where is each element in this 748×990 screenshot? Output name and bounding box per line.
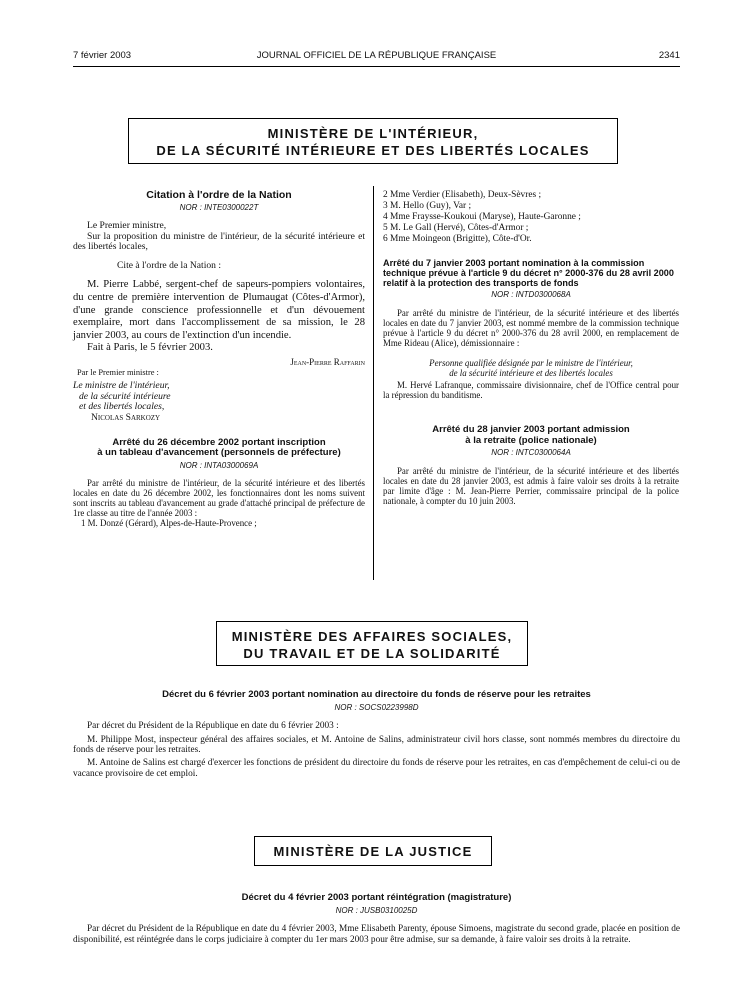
list-item: 1 M. Donzé (Gérard), Alpes-de-Haute-Provence ;: [81, 517, 257, 528]
citation-para: Fait à Paris, le 5 février 2003.: [87, 342, 213, 354]
arrete3-nor: NOR : INTC0300064A: [491, 448, 571, 458]
ministry-interieur-box: [128, 118, 618, 164]
right-column: [383, 190, 679, 506]
list-item: 6 Mme Moingeon (Brigitte), Côte-d'Or.: [383, 234, 532, 244]
ministry-line-1: MINISTÈRE DE LA JUSTICE: [273, 844, 473, 859]
citation-para: Sur la proposition du ministre de l'intérieur, de la sécurité intérieure et des libertés locales,: [73, 230, 365, 253]
arrete1-nor: NOR : INTA0300069A: [179, 460, 259, 470]
journal-title: JOURNAL OFFICIEL DE LA RÉPUBLIQUE FRANÇAISE: [256, 50, 497, 61]
decret1-para: M. Philippe Most, inspecteur général des affaires sociales, et M. Antoine de Salins, administrateur civil hors classe, sont nommés membres du directoire du fonds de réserve pour les retraites.: [73, 734, 680, 755]
decret1-para: M. Antoine de Salins est chargé d'exercer les fonctions de président du directoire du fonds de réserve pour les retraites, en cas d'empêchement de celui-ci ou de vacance provisoire de cet emploi.: [73, 758, 680, 779]
decret1-section: [73, 690, 680, 779]
decret2-section: [73, 893, 680, 945]
header-rule: [73, 66, 680, 67]
arrete1-para: Par arrêté du ministre de l'intérieur, de la sécurité intérieure et des libertés locales en date du 26 décembre 2002, les fonctionnaires dont les noms suivent sont inscrits au tableau d'avancement au grade d'attaché principal de préfecture de 1re classe au titre de l'année 2003 :: [73, 478, 365, 518]
signer-minister: de la sécurité intérieure: [79, 390, 171, 402]
ministry-line-1: MINISTÈRE DES AFFAIRES SOCIALES,: [231, 629, 513, 644]
arrete2-title: Arrêté du 7 janvier 2003 portant nomination à la commission technique prévue à l'article 9 du décret n° 2000-376 du 28 avril 2000 relatif à la protection des transports de fonds: [383, 258, 674, 288]
signer-par: Par le Premier ministre :: [77, 367, 159, 377]
arrete2-subheading: Personne qualifiée désignée par le ministre de l'intérieur, de la sécurité intérieure et des libertés locales: [429, 357, 633, 378]
ministry-justice-box: [254, 836, 492, 866]
decret1-nor: NOR : SOCS0223998D: [334, 702, 419, 712]
list-item: 4 Mme Fraysse-Koukoui (Maryse), Haute-Garonne ;: [383, 212, 581, 222]
signer-minister: et des libertés locales,: [79, 401, 165, 413]
running-header: [73, 50, 680, 64]
decret2-title: Décret du 4 février 2003 portant réintégration (magistrature): [241, 892, 512, 903]
ministry-line-2: DU TRAVAIL ET DE LA SOLIDARITÉ: [243, 646, 501, 661]
decret2-nor: NOR : JUSB0310025D: [335, 905, 418, 915]
arrete2-nor: NOR : INTD0300068A: [491, 290, 571, 300]
citation-para: Cite à l'ordre de la Nation :: [117, 259, 222, 271]
citation-title: Citation à l'ordre de la Nation: [146, 189, 292, 201]
page-number: 2341: [658, 50, 680, 61]
decret2-para: Par décret du Président de la République en date du 4 février 2003, Mme Elisabeth Parenty, épouse Simoens, magistrate du second grade, placée en position de disponibilité, est réintégrée dans le corps judiciaire à compter du 1er mars 2003 pour être admise, sur sa demande, à faire valoir ses droits à la retraite.: [73, 924, 680, 945]
left-column: [73, 190, 365, 529]
ministry-line-1: MINISTÈRE DE L'INTÉRIEUR,: [267, 126, 479, 141]
decret1-para: Par décret du Président de la République en date du 6 février 2003 :: [87, 721, 339, 732]
signer-name: Jean-Pierre Raffarin: [290, 357, 365, 368]
signer-minister-name: Nicolas Sarkozy: [91, 412, 161, 423]
name-list: [383, 190, 679, 245]
list-item: 5 M. Le Gall (Hervé), Côtes-d'Armor ;: [383, 223, 529, 233]
citation-para: M. Pierre Labbé, sergent-chef de sapeurs-pompiers volontaires, du centre de première intervention de Plumaugat (Côtes-d'Armor), d'une grande conscience professionnelle et d'un dévouement exemplaire, mort dans l'accomplissement de sa mission, le 28 janvier 2003, au cours de l'extinction d'un incendie.: [73, 279, 365, 341]
citation-para: Le Premier ministre,: [87, 220, 167, 232]
ministry-affaires-sociales-box: [216, 621, 528, 666]
arrete1-title: Arrêté du 26 décembre 2002 portant inscription à un tableau d'avancement (personnels de préfecture): [97, 436, 341, 459]
list-item: 3 M. Hello (Guy), Var ;: [383, 201, 472, 211]
issue-date: 7 février 2003: [73, 50, 132, 61]
arrete3-title: Arrêté du 28 janvier 2003 portant admission à la retraite (police nationale): [432, 424, 630, 446]
column-divider: [373, 186, 374, 580]
arrete2-para: Par arrêté du ministre de l'intérieur, de la sécurité intérieure et des libertés locales en date du 7 janvier 2003, est nommé membre de la commission technique prévue à l'article 9 du décret n° 2000-376 du 28 avril 2000, en remplacement de Mme Rideau (Alice), démissionnaire :: [383, 307, 679, 348]
list-item: 2 Mme Verdier (Elisabeth), Deux-Sèvres ;: [383, 190, 542, 200]
arrete3-para: Par arrêté du ministre de l'intérieur, de la sécurité intérieure et des libertés locales en date du 28 janvier 2003, est admis à faire valoir ses droits à la retraite par limite d'âge : M. Jean-Pierre Perrier, commissaire principal de la police nationale, à compter du 10 juin 2003.: [383, 465, 679, 506]
ministry-line-2: DE LA SÉCURITÉ INTÉRIEURE ET DES LIBERTÉS LOCALES: [156, 143, 590, 158]
signer-minister: Le ministre de l'intérieur,: [73, 380, 170, 392]
citation-nor: NOR : INTE0300022T: [179, 202, 259, 212]
arrete2-para: M. Hervé Lafranque, commissaire divisionnaire, chef de l'Office central pour la répression du banditisme.: [383, 380, 679, 401]
decret1-title: Décret du 6 février 2003 portant nomination au directoire du fonds de réserve pour les retraites: [162, 689, 591, 700]
